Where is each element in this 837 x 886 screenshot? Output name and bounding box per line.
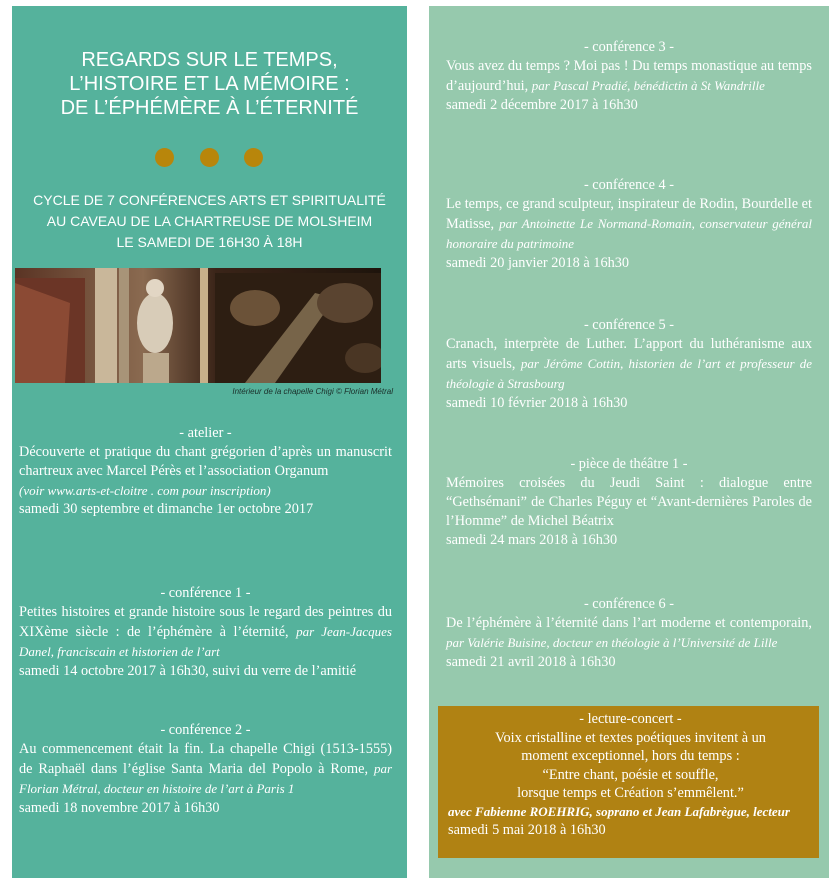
event-theatre (446, 455, 812, 550)
dot-icon (155, 148, 174, 167)
concert-line: lorsque temps et Création s’emmêlent.” (517, 785, 744, 801)
event-conference-2 (19, 721, 392, 818)
chapel-photo-illustration (15, 268, 381, 383)
dot-icon (244, 148, 263, 167)
dot-icon (200, 148, 219, 167)
event-heading: - conférence 6 - (583, 596, 675, 612)
event-heading: - conférence 1 - (160, 585, 251, 601)
event-lecture-concert (438, 706, 819, 858)
event-description: Découverte et pratique du chant grégorien d’après un manuscrit chartreux avec Marcel Pérès et l’association Organum (19, 444, 392, 479)
event-heading: - atelier - (179, 425, 232, 441)
event-date: samedi 30 septembre et dimanche 1er octobre 2017 (19, 501, 314, 517)
event-description: Vous avez du temps ? Moi pas ! Du temps monastique au temps d’aujourd’hui, par Pascal Pradié, bénédictin à St Wandrille (446, 58, 812, 94)
event-description: Cranach, interprète de Luther. L’apport du luthéranisme aux arts visuels, par Jérôme Cottin, historien de l’art et professeur de théologie à Strasbourg (446, 336, 812, 391)
cycle-title (12, 48, 407, 120)
event-author: par Jean-Jacques Danel, franciscain et historien de l’art (19, 624, 392, 659)
event-author: par Valérie Buisine, docteur en théologie à l’Université de Lille (446, 635, 778, 650)
event-date: samedi 18 novembre 2017 à 16h30 (19, 800, 220, 816)
event-description: Mémoires croisées du Jeudi Saint : dialogue entre “Gethsémani” de Charles Péguy et “Avant-dernières Paroles de l’Homme” de Michel Béatrix (446, 475, 812, 529)
title-line: REGARDS SUR LE TEMPS, (81, 49, 338, 71)
event-heading: - conférence 2 - (160, 722, 251, 738)
event-author: avec Fabienne ROEHRIG, soprano et Jean Lafabrègue, lecteur (448, 803, 790, 819)
event-description: De l’éphémère à l’éternité dans l’art moderne et contemporain, par Valérie Buisine, docteur en théologie à l’Université de Lille (446, 615, 812, 650)
event-heading: - lecture-concert - (579, 711, 682, 727)
title-line: L’HISTOIRE ET LA MÉMOIRE : (69, 73, 350, 95)
event-date: samedi 2 décembre 2017 à 16h30 (446, 97, 638, 113)
event-description: Le temps, ce grand sculpteur, inspirateur de Rodin, Bourdelle et Matisse, par Antoinette Le Normand-Romain, conservateur général honoraire du patrimoine (446, 196, 812, 251)
event-author: par Antoinette Le Normand-Romain, conservateur général honoraire du patrimoine (446, 216, 812, 251)
subtitle-line: CYCLE DE 7 CONFÉRENCES ARTS ET SPIRITUALITÉ (33, 192, 386, 208)
event-date: samedi 24 mars 2018 à 16h30 (446, 532, 618, 548)
event-author: par Florian Métral, docteur en histoire de l’art à Paris 1 (19, 761, 392, 796)
concert-line: “Entre chant, poésie et souffle, (542, 766, 719, 783)
event-note: (voir www.arts-et-cloitre . com pour inscription) (19, 483, 271, 498)
event-conference-1 (19, 584, 392, 681)
concert-line: Voix cristalline et textes poétiques invitent à un (495, 729, 766, 746)
event-date: samedi 14 octobre 2017 à 16h30, suivi du verre de l’amitié (19, 663, 357, 679)
title-line: DE L’ÉPHÉMÈRE À L’ÉTERNITÉ (60, 97, 359, 119)
event-date: samedi 5 mai 2018 à 16h30 (448, 822, 606, 838)
event-conference-6 (446, 595, 812, 672)
event-conference-4 (446, 176, 812, 273)
event-description: Au commencement était la fin. La chapelle Chigi (1513-1555) de Raphaël dans l’église Santa Maria del Popolo à Rome, par Florian Métral, docteur en histoire de l’art à Paris 1 (19, 741, 392, 796)
concert-line: moment exceptionnel, hors du temps : (521, 748, 740, 764)
event-heading: - conférence 3 - (583, 39, 675, 55)
event-description: Petites histoires et grande histoire sous le regard des peintres du XIXème siècle : de l’éphémère à l’éternité, par Jean-Jacques Danel, franciscain et historien de l’art (19, 604, 392, 659)
cycle-subtitle (12, 190, 407, 253)
event-author: par Jérôme Cottin, historien de l’art et professeur de théologie à Strasbourg (446, 356, 812, 391)
event-heading: - conférence 5 - (583, 317, 675, 333)
decorative-dots (12, 148, 407, 168)
photo-caption: Intérieur de la chapelle Chigi © Florian Métral (232, 387, 393, 396)
event-date: samedi 20 janvier 2018 à 16h30 (446, 255, 630, 271)
event-heading: - conférence 4 - (583, 177, 675, 193)
event-author: par Pascal Pradié, bénédictin à St Wandrille (531, 78, 765, 93)
subtitle-line: LE SAMEDI DE 16H30 À 18H (116, 234, 303, 250)
chapel-photo (15, 268, 381, 383)
event-atelier (19, 424, 392, 519)
event-date: samedi 10 février 2018 à 16h30 (446, 395, 628, 411)
event-heading: - pièce de théâtre 1 - (570, 456, 688, 472)
event-date: samedi 21 avril 2018 à 16h30 (446, 654, 616, 670)
subtitle-line: AU CAVEAU DE LA CHARTREUSE DE MOLSHEIM (46, 213, 373, 229)
event-conference-3 (446, 38, 812, 115)
event-conference-5 (446, 316, 812, 413)
